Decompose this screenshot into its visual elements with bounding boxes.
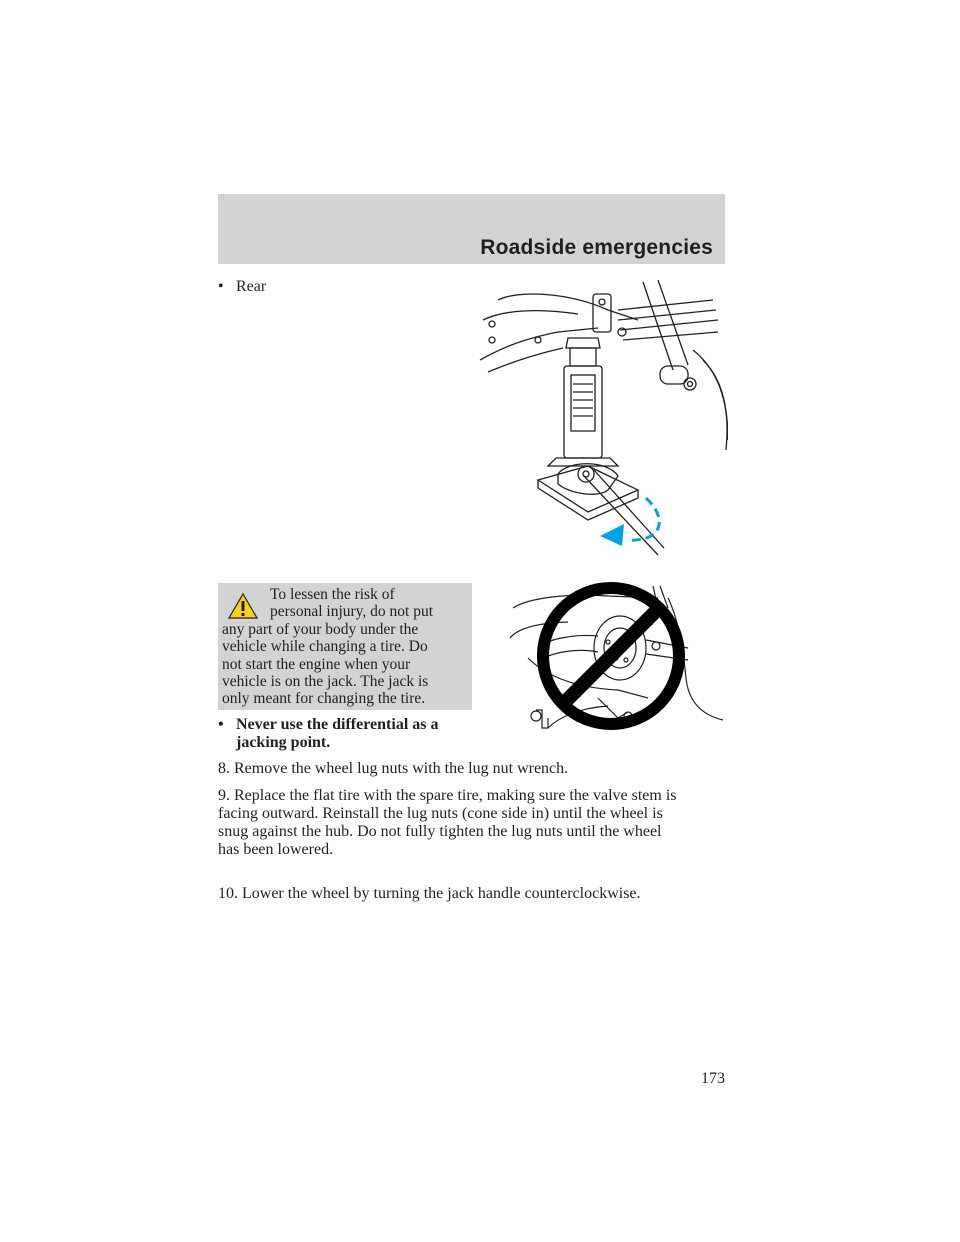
step-9 bbox=[218, 787, 728, 859]
section-header-band bbox=[218, 194, 725, 264]
no-differential-jacking-illustration bbox=[508, 578, 728, 736]
warning-line: any part of your body under the bbox=[222, 620, 419, 638]
rotation-arrow bbox=[628, 498, 659, 540]
warning-line: personal injury, do not put bbox=[270, 603, 434, 621]
page-number: 173 bbox=[701, 1070, 725, 1087]
bullet-never-line2: jacking point. bbox=[236, 734, 331, 751]
warning-line: vehicle while changing a tire. Do bbox=[222, 638, 428, 656]
step-9-line: 9. Replace the flat tire with the spare tire, making sure the valve stem is bbox=[218, 787, 677, 804]
section-title: Roadside emergencies bbox=[480, 236, 713, 259]
bullet-symbol: • bbox=[218, 716, 224, 733]
rear-jack-illustration bbox=[478, 280, 728, 560]
step-10: 10. Lower the wheel by turning the jack handle counterclockwise. bbox=[218, 885, 641, 902]
rotation-arrowhead bbox=[600, 524, 624, 546]
warning-line: vehicle is on the jack. The jack is bbox=[222, 673, 429, 691]
bullet-symbol: • bbox=[218, 278, 224, 295]
warning-text bbox=[218, 586, 468, 708]
warning-line: To lessen the risk of bbox=[270, 586, 395, 603]
warning-line: not start the engine when your bbox=[222, 655, 411, 673]
bullet-rear bbox=[218, 277, 266, 297]
step-9-line: snug against the hub. Do not fully tighten the lug nuts until the wheel bbox=[218, 823, 662, 840]
warning-line: only meant for changing the tire. bbox=[222, 690, 426, 708]
step-8: 8. Remove the wheel lug nuts with the lug nut wrench. bbox=[218, 760, 569, 777]
step-9-line: has been lowered. bbox=[218, 841, 334, 858]
step-9-line: facing outward. Reinstall the lug nuts (cone side in) until the wheel is bbox=[218, 805, 663, 822]
warning-box bbox=[218, 583, 472, 710]
bullet-never-line1: Never use the differential as a bbox=[236, 716, 439, 733]
bullet-rear-label: Rear bbox=[236, 278, 267, 295]
bullet-never-differential bbox=[218, 716, 478, 752]
